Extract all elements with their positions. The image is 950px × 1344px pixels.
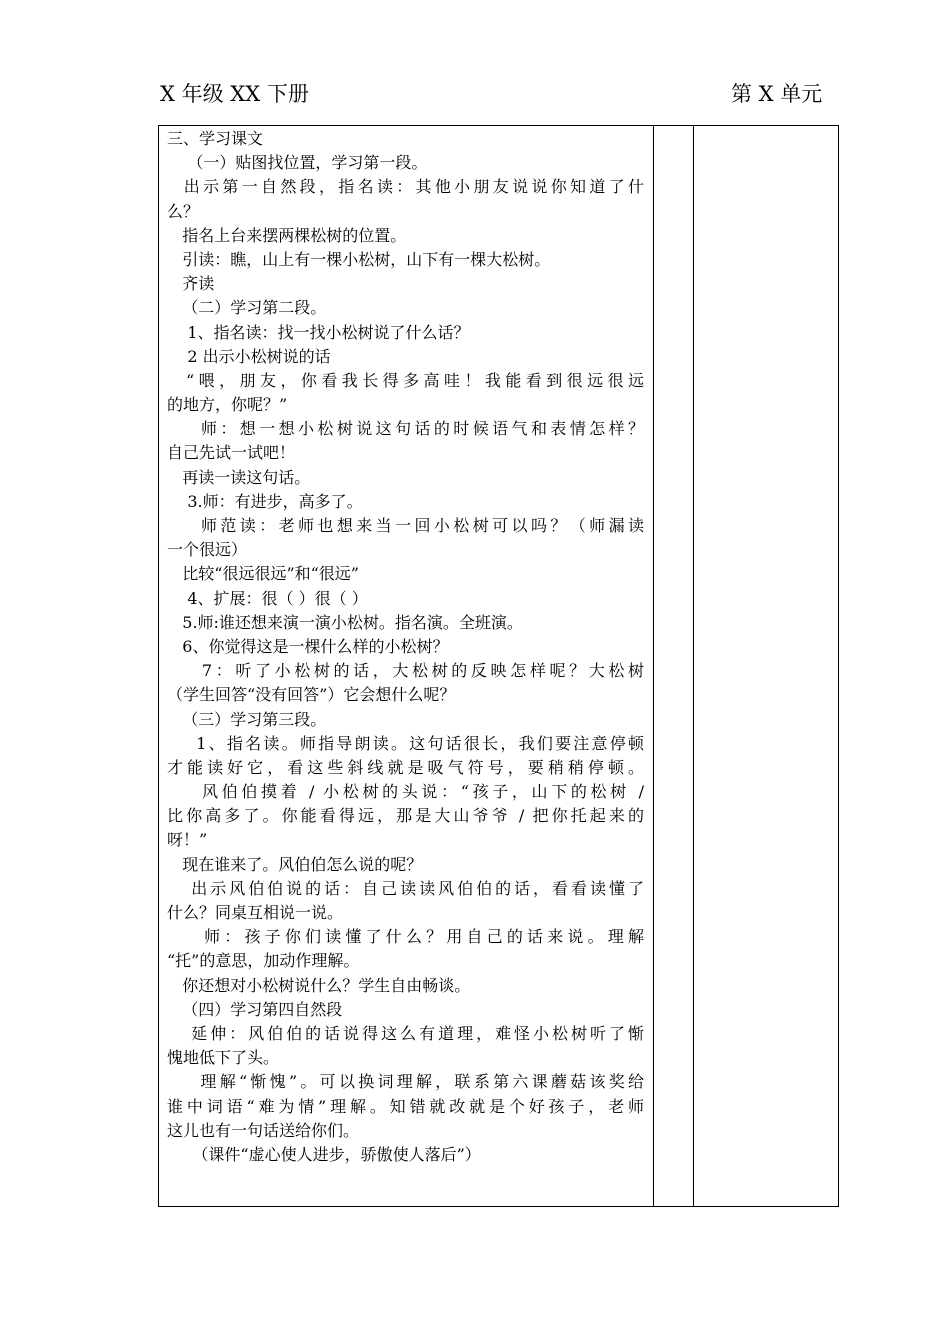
text-line: 自己先试一试吧！ <box>167 443 296 463</box>
text-line: 这儿也有一句话送给你们。 <box>167 1120 360 1140</box>
text-line: 现在谁来了。风伯伯怎么说的呢？ <box>167 854 423 874</box>
text-line: 5.师:谁还想来演一演小松树。指名演。全班演。 <box>167 612 523 632</box>
blank-column-right <box>694 126 838 1206</box>
text-line: 你还想对小松树说什么？学生自由畅谈。 <box>167 975 471 995</box>
text-line: 什么？同桌互相说一说。 <box>167 903 344 922</box>
text-line: 引读：瞧，山上有一棵小松树，山下有一棵大松树。 <box>167 249 551 269</box>
text-line: 比你高多了。你能看得远，那是大山爷爷 / 把你托起来的 <box>167 806 644 826</box>
text-line: 师：想一想小松树说这句话的时候语气和表情怎样？ <box>167 419 644 439</box>
text-line: （课件“虚心使人进步，骄傲使人落后”） <box>167 1144 481 1164</box>
text-line: 师：孩子你们读懂了什么？用自己的话来说。理解 <box>167 927 644 947</box>
text-line: 延伸：风伯伯的话说得这么有道理，难怪小松树听了惭 <box>167 1023 644 1043</box>
text-line: 的地方，你呢？” <box>167 395 288 415</box>
text-line: 么？ <box>167 201 200 221</box>
text-line: 三、学习课文 <box>167 129 264 148</box>
text-line: （二）学习第二段。 <box>167 298 327 318</box>
text-line: （四）学习第四自然段 <box>167 999 343 1019</box>
lesson-plan-table <box>158 125 839 1207</box>
text-line: 出示第一自然段，指名读：其他小朋友说说你知道了什 <box>167 177 644 197</box>
text-line: 比较“很远很远”和“很远” <box>167 564 359 584</box>
text-line: 呀！” <box>167 830 208 850</box>
text-line: 出示风伯伯说的话：自己读读风伯伯的话，看看读懂了 <box>167 878 644 898</box>
header-grade-book: X 年级 XX 下册 <box>160 82 309 106</box>
text-line: 愧地低下了头。 <box>167 1048 280 1068</box>
text-line: 一个很远） <box>167 540 248 560</box>
text-line: （三）学习第三段。 <box>167 709 327 729</box>
text-line: “喂，朋友，你看我长得多高哇！我能看到很远很远 <box>167 370 644 390</box>
text-line: 2 出示小松树说的话 <box>167 346 331 366</box>
text-line: 1、指名读：找一找小松树说了什么话？ <box>167 322 470 342</box>
text-line: 7：听了小松树的话，大松树的反映怎样呢？大松树 <box>167 661 644 681</box>
blank-column-middle <box>654 126 694 1206</box>
text-line: （学生回答“没有回答”）它会想什么呢？ <box>167 685 456 705</box>
header-unit: 第 X 单元 <box>731 82 823 106</box>
text-line: “托”的意思，加动作理解。 <box>167 951 360 971</box>
text-line: 再读一读这句话。 <box>167 467 311 487</box>
text-line: 师范读：老师也想来当一回小松树可以吗？（师漏读 <box>167 516 644 535</box>
text-line: 风伯伯摸着 / 小松树的头说：“孩子，山下的松树 / <box>167 782 644 802</box>
text-line: 齐读 <box>167 274 215 294</box>
text-line: 6、你觉得这是一棵什么样的小松树？ <box>167 636 449 656</box>
text-line: 理解“惭愧”。可以换词理解，联系第六课蘑菇该奖给 <box>167 1072 644 1092</box>
lesson-content-column <box>159 126 654 1206</box>
text-line: 3.师：有进步，高多了。 <box>167 491 363 511</box>
text-line: 才能读好它，看这些斜线就是吸气符号，要稍稍停顿。 <box>167 757 644 777</box>
text-line: 谁中词语“难为情”理解。知错就改就是个好孩子，老师 <box>167 1096 644 1116</box>
text-line: 指名上台来摆两棵松树的位置。 <box>167 225 407 245</box>
text-line: （一）贴图找位置，学习第一段。 <box>167 153 428 173</box>
text-line: 1、指名读。师指导朗读。这句话很长，我们要注意停顿 <box>167 733 644 753</box>
text-line: 4、扩展：很（ ）很（ ） <box>167 588 368 608</box>
